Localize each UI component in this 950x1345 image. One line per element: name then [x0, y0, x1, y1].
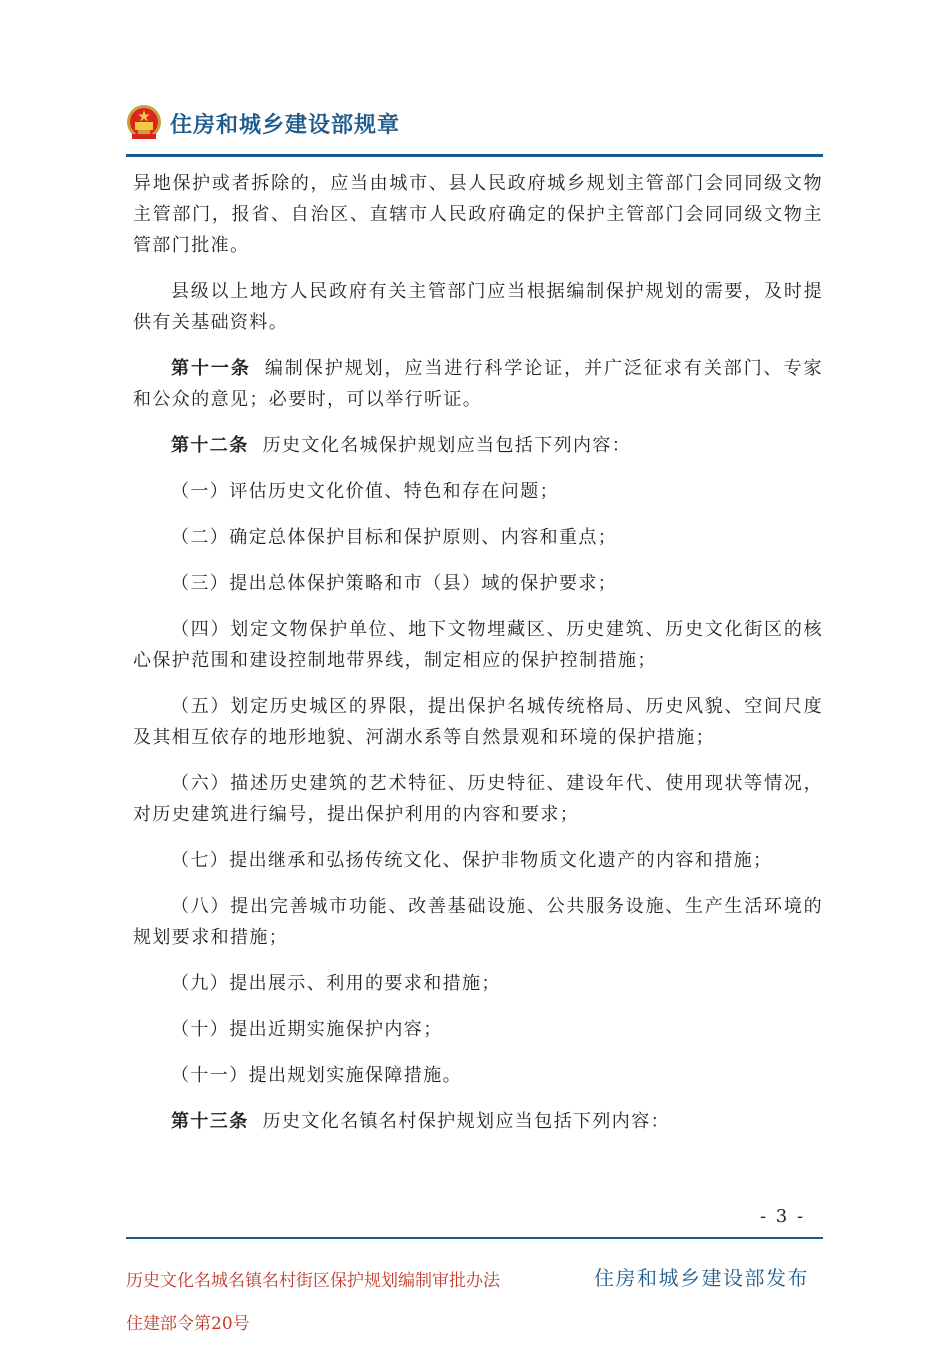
- article-text: 历史文化名城保护规划应当包括下列内容：: [262, 435, 632, 456]
- paragraph: 县级以上地方人民政府有关主管部门应当根据编制保护规划的需要，及时提供有关基础资料。: [133, 281, 823, 333]
- list-item: （九）提出展示、利用的要求和措施；: [171, 973, 501, 994]
- footer-publisher: 住房和城乡建设部发布: [594, 1266, 809, 1290]
- header-title: 住房和城乡建设部规章: [170, 113, 401, 138]
- paragraph-continuation: 异地保护或者拆除的，应当由城市、县人民政府城乡规划主管部门会同同级文物主管部门，报省、自治区、直辖市人民政府确定的保护主管部门会同同级文物主管部门批准。: [133, 173, 823, 256]
- page-number: - 3 -: [760, 1206, 806, 1227]
- list-item: （十一）提出规划实施保障措施。: [171, 1065, 462, 1086]
- list-item: （三）提出总体保护策略和市（县）域的保护要求；: [171, 573, 618, 594]
- article-11: [133, 353, 823, 415]
- footer-document-number: 住建部令第20号: [126, 1314, 250, 1334]
- list-item: （二）确定总体保护目标和保护原则、内容和重点；: [171, 527, 618, 548]
- list-item: （四）划定文物保护单位、地下文物埋藏区、历史建筑、历史文化街区的核心保护范围和建设控制地带界线，制定相应的保护控制措施；: [133, 619, 823, 671]
- article-text: 历史文化名镇名村保护规划应当包括下列内容：: [262, 1111, 671, 1132]
- list-item: （五）划定历史城区的界限，提出保护名城传统格局、历史风貌、空间尺度及其相互依存的地形地貌、河湖水系等自然景观和环境的保护措施；: [133, 696, 823, 748]
- article-13: [133, 1106, 823, 1137]
- article-12: [133, 430, 823, 461]
- footer-document-title: 历史文化名城名镇名村街区保护规划编制审批办法: [126, 1271, 500, 1291]
- page-header: [126, 100, 823, 158]
- article-text: 编制保护规划，应当进行科学论证，并广泛征求有关部门、专家和公众的意见；必要时，可以举行听证。: [133, 358, 823, 410]
- list-item: （六）描述历史建筑的艺术特征、历史特征、建设年代、使用现状等情况，对历史建筑进行编号，提出保护利用的内容和要求；: [133, 773, 823, 825]
- list-item: （七）提出继承和弘扬传统文化、保护非物质文化遗产的内容和措施；: [171, 850, 773, 871]
- national-emblem-icon: [126, 104, 162, 142]
- article-label: 第十一条: [171, 358, 251, 379]
- list-item: （八）提出完善城市功能、改善基础设施、公共服务设施、生产生活环境的规划要求和措施；: [133, 896, 823, 948]
- footer-rule: [126, 1237, 823, 1239]
- list-item: （十）提出近期实施保护内容；: [171, 1019, 443, 1040]
- list-item: （一）评估历史文化价值、特色和存在问题；: [171, 481, 559, 502]
- article-label: 第十三条: [171, 1111, 249, 1132]
- header-rule: [126, 154, 823, 157]
- document-body: [133, 168, 823, 1152]
- article-label: 第十二条: [171, 435, 249, 456]
